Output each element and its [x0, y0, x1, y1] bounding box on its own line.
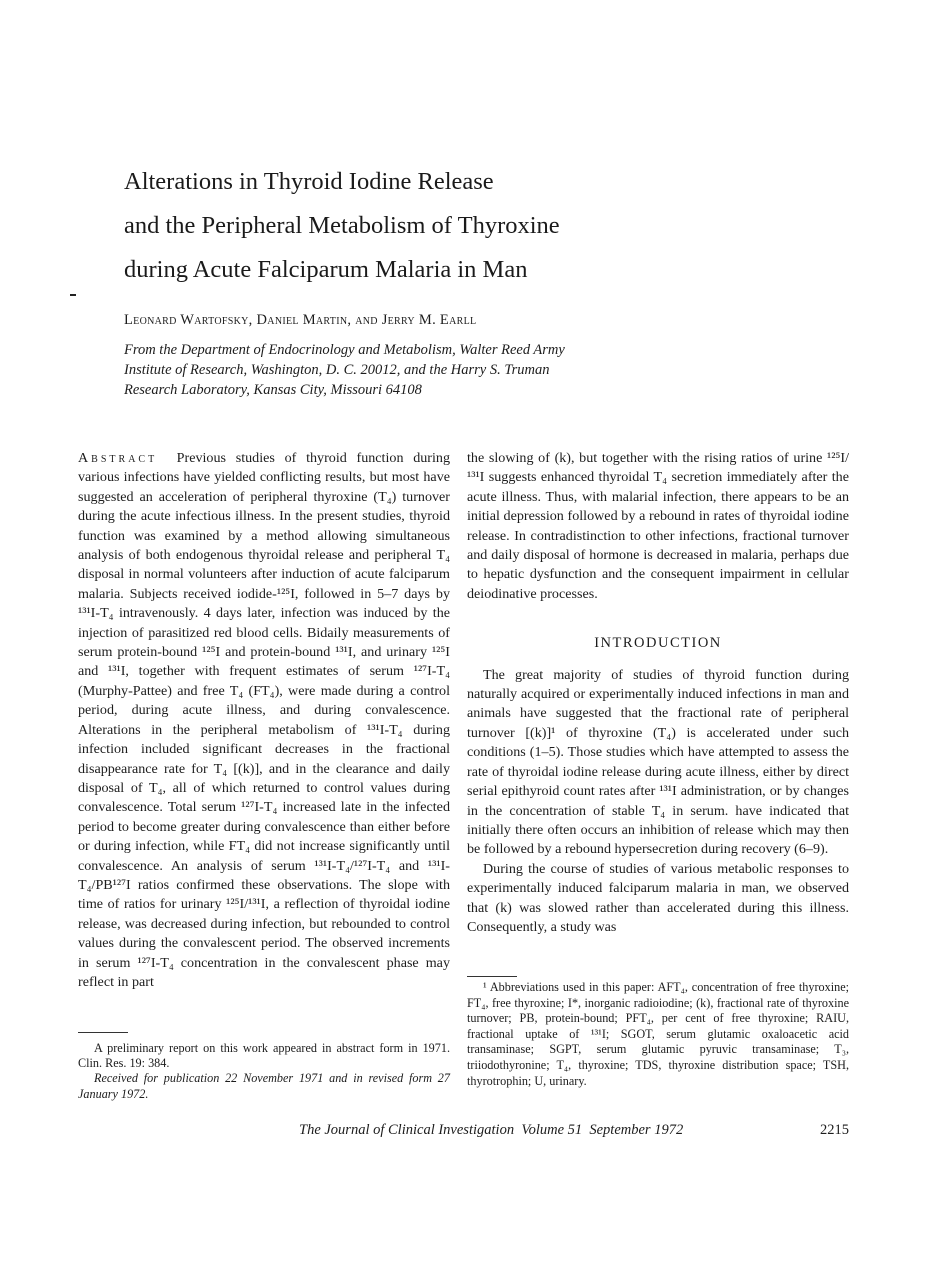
right-column [467, 449, 849, 937]
footnote-divider-right [467, 976, 517, 977]
journal-citation: The Journal of Clinical Investigation Volume 51 September 1972 [299, 1122, 684, 1138]
abstract-paragraph [78, 449, 450, 992]
footnote-divider [78, 1032, 128, 1033]
abbreviations-note: ¹ Abbreviations used in this paper: AFT₄, concentration of free thyroxine; FT₄, free thyroxine; I*, inorganic radioiodine; (k), fractional rate of thyroxine turnover; PB, protein-bound; PFT₄, per cent of free thyroxine; RAIU, fractional uptake of ¹³¹I; SGOT, serum glutamic oxaloacetic acid transaminase; SGPT, serum glutamic pyruvic transaminase; T₃, triiodothyronine; T₄, thyroxine; TDS, thyroxine distribution space; TSH, thyrotrophin; U, urinary. [467, 980, 849, 1088]
abstract-label: Abstract [78, 450, 158, 466]
introduction-paragraph: During the course of studies of various metabolic responses to experimentally induced falciparum malaria in man, we observed that (k) was slowed rather than accelerated during this illness. Consequently, a study was [467, 860, 849, 935]
margin-mark [70, 294, 76, 296]
footnote-right [467, 980, 849, 1089]
page-number: 2215 [820, 1122, 849, 1138]
page-footer [299, 1122, 849, 1139]
author-list: Leonard Wartofsky, Daniel Martin, and Jerry M. Earll [124, 312, 477, 328]
received-note: Received for publication 22 November 1971 and in revised form 27 January 1972. [78, 1071, 450, 1101]
title-line: during Acute Falciparum Malaria in Man [124, 256, 528, 283]
article-title [124, 160, 744, 292]
introduction-paragraph: The great majority of studies of thyroid function during naturally acquired or experimentally induced infections in man and animals have suggested that the fractional rate of peripheral turnover [(k)]¹ of thyroxine (T₄) is accelerated under such conditions (1–5). Those studies which have attempted to assess the rate of thyroidal iodine release during acute illness, either by direct serial epithyroid count rates after ¹³¹I administration, or by changes in the concentration of stable T₄ in serum. have indicated that initially there often occurs an inhibition of release which may then be followed by a rebound hypersecretion during recovery (6–9). [467, 666, 849, 858]
abstract-text: Previous studies of thyroid function during various infections have yielded conflicting results, but most have suggested an acceleration of peripheral thyroxine (T₄) turnover during the acute infectious illness. In the present studies, thyroid function was examined by a method allowing simultaneous analysis of both endogenous thyroidal release and peripheral T₄ disposal in normal volunteers after induction of acute falciparum malaria. Subjects received iodide-¹²⁵I, followed in 5–7 days by ¹³¹I-T₄ intravenously. 4 days later, infection was induced by the injection of parasitized red blood cells. Bidaily measurements of serum protein-bound ¹²⁵I and protein-bound ¹³¹I, and urinary ¹²⁵I and ¹³¹I, together with frequent estimates of serum ¹²⁷I-T₄ (Murphy-Pattee) and free T₄ (FT₄), were made during a control period, during acute illness, and during convalescence. Alterations in the peripheral metabolism of ¹³¹I-T₄ during infection included significant decreases in the fractional disappearance rate for T₄ [(k)], and in the clearance and daily disposal of T₄, all of which returned to control values during convalescence. Total serum ¹²⁷I-T₄ increased late in the infected period to become greater during convalescence than either before or during infection, while FT₄ did not increase significantly until convalescence. An analysis of serum ¹³¹I-T₄/¹²⁷I-T₄ and ¹³¹I-T₄/PB¹²⁷I ratios confirmed these observations. The slope with time of ratios for urinary ¹²⁵I/¹³¹I, a reflection of thyroidal iodine release, was decreased during infection, but rebounded to control values during the convalescent period. The observed increments in serum ¹²⁷I-T₄ concentration in the convalescent phase may reflect in part [78, 450, 451, 990]
affiliation [124, 340, 684, 400]
introduction-heading: INTRODUCTION [594, 635, 722, 652]
affiliation-line: Institute of Research, Washington, D. C. 20012, and the Harry S. Truman [124, 362, 550, 378]
preliminary-note: A preliminary report on this work appeared in abstract form in 1971. Clin. Res. 19: 384. [78, 1041, 450, 1071]
abstract-continuation: the slowing of (k), but together with the rising ratios of urine ¹²⁵I/¹³¹I suggests enhanced thyroidal T₄ secretion immediately after the acute illness. Thus, with malarial infection, there appears to be an initial depression followed by a rebound in rates of thyroidal iodine release. In contradistinction to other infections, fractional turnover and daily disposal of hormone is decreased in malaria, perhaps due to hepatic dysfunction and the consequent impairment in cellular deiodinative processes. [467, 450, 849, 602]
footnote-left [78, 1041, 450, 1102]
left-column [78, 449, 450, 992]
affiliation-line: Research Laboratory, Kansas City, Missouri 64108 [124, 382, 422, 398]
title-line: Alterations in Thyroid Iodine Release [124, 168, 494, 195]
title-line: and the Peripheral Metabolism of Thyroxine [124, 212, 560, 239]
affiliation-line: From the Department of Endocrinology and Metabolism, Walter Reed Army [124, 342, 565, 358]
